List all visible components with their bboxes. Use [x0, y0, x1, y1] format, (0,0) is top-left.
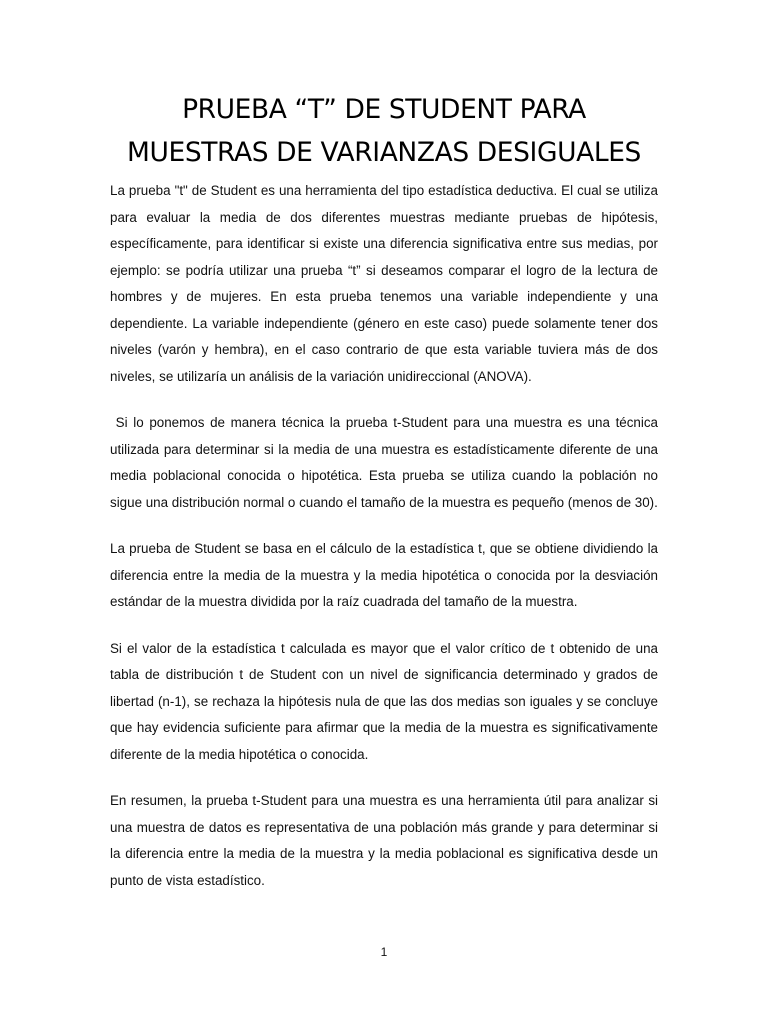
page-title [100, 88, 668, 174]
page-number: 1 [380, 945, 388, 959]
document-body [110, 178, 662, 914]
paragraph-intro: La prueba "t" de Student es una herramienta del tipo estadística deductiva. El cual se utiliza para evaluar la media de dos diferentes muestras mediante pruebas de hipótesis, específicamente, para identificar si existe una diferencia significativa entre sus medias, por ejemplo: se podría utilizar una prueba “t” si deseamos comparar el logro de la lectura de hombres y de mujeres. En esta prueba tenemos una variable independiente y una dependiente. La variable independiente (género en este caso) puede solamente tener dos niveles (varón y hembra), en el caso contrario de que esta variable tuviera más de dos niveles, se utilizaría un análisis de la variación unidireccional (ANOVA). [110, 183, 658, 384]
title-line-2: MUESTRAS DE VARIANZAS DESIGUALES [127, 137, 641, 168]
paragraph-t-statistic: La prueba de Student se basa en el cálculo de la estadística t, que se obtiene dividiendo la diferencia entre la media de la muestra y la media hipotética o conocida por la desviación estándar de la muestra dividida por la raíz cuadrada del tamaño de la muestra. [110, 541, 658, 609]
title-line-1: PRUEBA “T” DE STUDENT PARA [182, 94, 586, 125]
paragraph-summary: En resumen, la prueba t-Student para una muestra es una herramienta útil para analizar si una muestra de datos es representativa de una población más grande y para determinar si la diferencia entre la media de la muestra y la media poblacional es significativa desde un punto de vista estadístico. [110, 793, 658, 888]
paragraph-technical-definition: Si lo ponemos de manera técnica la prueba t-Student para una muestra es una técnica utilizada para determinar si la media de una muestra es estadísticamente diferente de una media poblacional conocida o hipotética. Esta prueba se utiliza cuando la población no sigue una distribución normal o cuando el tamaño de la muestra es pequeño (menos de 30). [110, 415, 662, 510]
paragraph-critical-value: Si el valor de la estadística t calculada es mayor que el valor crítico de t obtenido de una tabla de distribución t de Student con un nivel de significancia determinado y grados de libertad (n-1), se rechaza la hipótesis nula de que las dos medias son iguales y se concluye que hay evidencia suficiente para afirmar que la media de la muestra es significativamente diferente de la media hipotética o conocida. [110, 640, 658, 762]
